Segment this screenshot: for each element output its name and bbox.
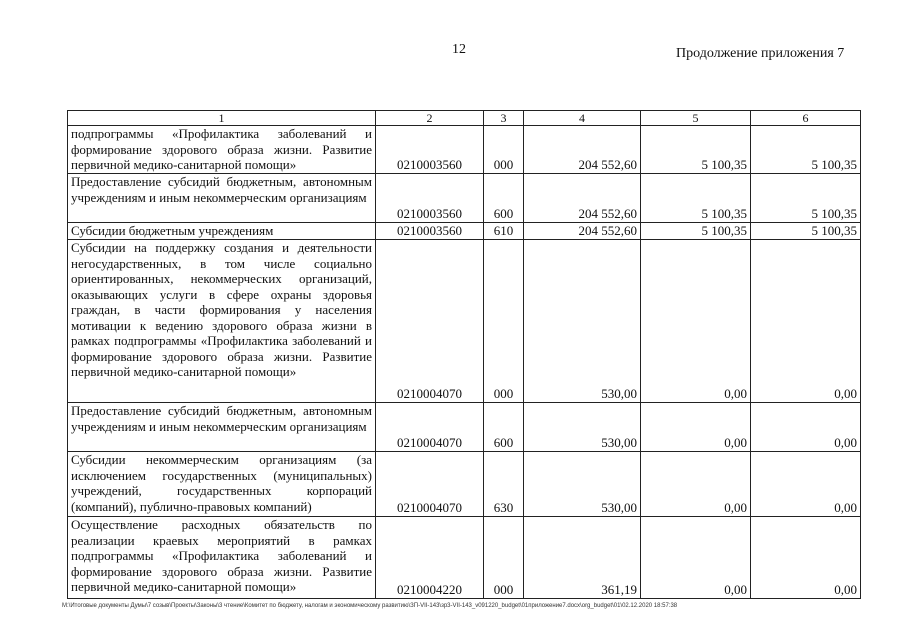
target-code-cell: 0210003560 [376, 126, 484, 174]
target-code-cell: 0210003560 [376, 174, 484, 223]
row-description: Осуществление расходных обязательств по реализации краевых мероприятий в рамках подпрограммы «Профилактика заболеваний и формирование здорового образа жизни. Развитие первичной медико-санитарной помощи» [68, 517, 376, 599]
amount-cell: 0,00 [641, 517, 751, 599]
target-code-cell: 0210004070 [376, 240, 484, 403]
row-description: подпрограммы «Профилактика заболеваний и формирование здорового образа жизни. Развитие первичной медико-санитарной помощи» [68, 126, 376, 174]
amount-cell: 204 552,60 [524, 174, 641, 223]
amount-cell: 0,00 [751, 240, 861, 403]
row-description: Субсидии на поддержку создания и деятельности негосударственных, в том числе социально ориентированных, некоммерческих организаций, оказывающих услуги в сфере охраны здоровья граждан, в части формирования у населения мотивации к ведению здорового образа жизни в рамках подпрограммы «Профилактика заболеваний и формирование здорового образа жизни. Развитие первичной медико-санитарной помощи» [68, 240, 376, 403]
expense-type-cell: 610 [484, 223, 524, 240]
table-row [68, 174, 861, 223]
expense-type-cell: 600 [484, 403, 524, 452]
expense-type-cell: 000 [484, 126, 524, 174]
amount-cell: 0,00 [641, 403, 751, 452]
table-row [68, 126, 861, 174]
row-description: Субсидии бюджетным учреждениям [68, 223, 376, 240]
continuation-label: Продолжение приложения 7 [676, 46, 845, 61]
column-header: 2 [376, 111, 484, 126]
table-row [68, 240, 861, 403]
column-header: 3 [484, 111, 524, 126]
table-row [68, 452, 861, 517]
amount-cell: 0,00 [641, 240, 751, 403]
amount-cell: 5 100,35 [641, 174, 751, 223]
row-description: Предоставление субсидий бюджетным, автономным учреждениям и иным некоммерческим организациям [68, 174, 376, 223]
amount-cell: 5 100,35 [641, 126, 751, 174]
amount-cell: 5 100,35 [751, 126, 861, 174]
amount-cell: 361,19 [524, 517, 641, 599]
amount-cell: 0,00 [751, 403, 861, 452]
footer-file-path: M:\Итоговые документы Думы\7 созыв\Проекты\Законы\3 чтение\Комитет по бюджету, налогам и экономическому развитию\ЗП-VII-143\зр3-VII-143_v091220_budget\01приложение7.docx\org_budget\01\02.12.2020 18:57:38 [62, 603, 678, 609]
amount-cell: 0,00 [751, 452, 861, 517]
amount-cell: 204 552,60 [524, 223, 641, 240]
amount-cell: 0,00 [751, 517, 861, 599]
expense-type-cell: 600 [484, 174, 524, 223]
expense-type-cell: 630 [484, 452, 524, 517]
target-code-cell: 0210004070 [376, 403, 484, 452]
amount-cell: 5 100,35 [751, 174, 861, 223]
amount-cell: 5 100,35 [641, 223, 751, 240]
table-row [68, 223, 861, 240]
target-code-cell: 0210004220 [376, 517, 484, 599]
target-code-cell: 0210003560 [376, 223, 484, 240]
expense-type-cell: 000 [484, 517, 524, 599]
column-header: 4 [524, 111, 641, 126]
table-row [68, 403, 861, 452]
row-description: Предоставление субсидий бюджетным, автономным учреждениям и иным некоммерческим организациям [68, 403, 376, 452]
amount-cell: 530,00 [524, 403, 641, 452]
amount-cell: 530,00 [524, 452, 641, 517]
amount-cell: 530,00 [524, 240, 641, 403]
column-header: 6 [751, 111, 861, 126]
expense-type-cell: 000 [484, 240, 524, 403]
column-header: 1 [68, 111, 376, 126]
budget-table [67, 110, 861, 599]
amount-cell: 0,00 [641, 452, 751, 517]
table-header-row [68, 111, 861, 126]
row-description: Субсидии некоммерческим организациям (за исключением государственных (муниципальных) учреждений, государственных корпораций (компаний), публично-правовых компаний) [68, 452, 376, 517]
page-number: 12 [452, 42, 466, 57]
target-code-cell: 0210004070 [376, 452, 484, 517]
amount-cell: 204 552,60 [524, 126, 641, 174]
column-header: 5 [641, 111, 751, 126]
table-row [68, 517, 861, 599]
amount-cell: 5 100,35 [751, 223, 861, 240]
